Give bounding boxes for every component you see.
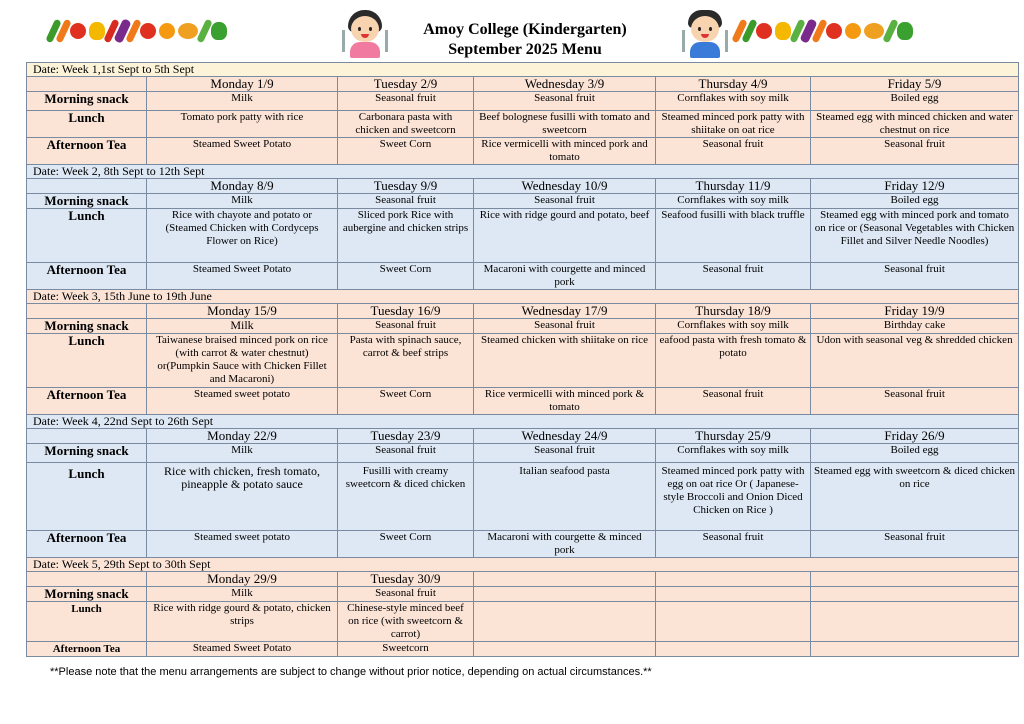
menu-cell: Boiled egg <box>811 92 1019 111</box>
tomato-icon <box>826 23 842 39</box>
morning-snack-row <box>27 444 1019 463</box>
menu-cell: Milk <box>147 194 338 209</box>
afternoon-tea-row <box>27 388 1019 415</box>
menu-cell: Sweet Corn <box>338 138 474 165</box>
morning-snack-row <box>27 194 1019 209</box>
row-label: Morning snack <box>27 92 147 111</box>
menu-cell: Steamed Sweet Potato <box>147 138 338 165</box>
tomato-icon <box>70 23 86 39</box>
menu-cell: Seasonal fruit <box>474 319 656 334</box>
day-header: Wednesday 10/9 <box>474 179 656 194</box>
day-header: Friday 12/9 <box>811 179 1019 194</box>
menu-cell: Steamed minced pork patty with shiitake on oat rice <box>656 111 811 138</box>
day-header: Monday 8/9 <box>147 179 338 194</box>
menu-cell: Cornflakes with soy milk <box>656 92 811 111</box>
lunch-row <box>27 463 1019 531</box>
menu-cell: Sliced pork Rice with aubergine and chicken strips <box>338 209 474 263</box>
menu-cell: Seasonal fruit <box>811 138 1019 165</box>
row-label: Afternoon Tea <box>27 642 147 657</box>
day-header: Tuesday 2/9 <box>338 77 474 92</box>
day-header: Friday 5/9 <box>811 77 1019 92</box>
row-label: Afternoon Tea <box>27 138 147 165</box>
menu-cell: Seasonal fruit <box>338 319 474 334</box>
menu-cell: Birthday cake <box>811 319 1019 334</box>
morning-snack-row <box>27 92 1019 111</box>
menu-cell: Steamed egg with minced chicken and water chestnut on rice <box>811 111 1019 138</box>
afternoon-tea-row <box>27 263 1019 290</box>
morning-snack-row <box>27 587 1019 602</box>
menu-cell: Carbonara pasta with chicken and sweetcorn <box>338 111 474 138</box>
menu-cell: Milk <box>147 319 338 334</box>
tomato-icon <box>140 23 156 39</box>
lunch-row <box>27 602 1019 642</box>
lunch-row <box>27 334 1019 388</box>
day-header: Thursday 11/9 <box>656 179 811 194</box>
menu-cell: Seasonal fruit <box>656 531 811 558</box>
lunch-row <box>27 111 1019 138</box>
menu-cell <box>474 587 656 602</box>
menu-cell: Steamed sweet potato <box>147 388 338 415</box>
day-header-row <box>27 179 1019 194</box>
week-label: Date: Week 3, 15th June to 19th June <box>27 290 1019 304</box>
menu-cell: Rice with chicken, fresh tomato, pineapple & potato sauce <box>147 463 338 531</box>
menu-cell: Udon with seasonal veg & shredded chicken <box>811 334 1019 388</box>
corner-cell <box>27 179 147 194</box>
morning-snack-row <box>27 319 1019 334</box>
menu-cell: Macaroni with courgette & minced pork <box>474 531 656 558</box>
menu-cell <box>474 642 656 657</box>
menu-cell: Fusilli with creamy sweetcorn & diced chicken <box>338 463 474 531</box>
day-header: Wednesday 3/9 <box>474 77 656 92</box>
menu-cell: Seasonal fruit <box>338 444 474 463</box>
row-label: Lunch <box>27 463 147 531</box>
menu-cell: Sweetcorn <box>338 642 474 657</box>
day-header: Wednesday 17/9 <box>474 304 656 319</box>
day-header: Wednesday 24/9 <box>474 429 656 444</box>
week-4-date-row <box>27 415 1019 429</box>
orange-icon <box>159 23 175 39</box>
menu-cell: Seasonal fruit <box>656 138 811 165</box>
menu-cell <box>811 602 1019 642</box>
menu-cell: Seasonal fruit <box>474 194 656 209</box>
menu-cell: Milk <box>147 92 338 111</box>
menu-cell: Boiled egg <box>811 444 1019 463</box>
menu-cell: Seasonal fruit <box>656 263 811 290</box>
week-label: Date: Week 2, 8th Sept to 12th Sept <box>27 165 1019 179</box>
day-header: Tuesday 16/9 <box>338 304 474 319</box>
row-label: Afternoon Tea <box>27 263 147 290</box>
menu-cell: Milk <box>147 444 338 463</box>
menu-cell: Steamed sweet potato <box>147 531 338 558</box>
row-label: Lunch <box>27 209 147 263</box>
menu-cell: Seasonal fruit <box>338 587 474 602</box>
menu-cell: eafood pasta with fresh tomato & potato <box>656 334 811 388</box>
day-header: Thursday 4/9 <box>656 77 811 92</box>
row-label: Lunch <box>27 111 147 138</box>
day-header: Monday 29/9 <box>147 572 338 587</box>
orange-icon <box>845 23 861 39</box>
week-5-date-row <box>27 558 1019 572</box>
menu-cell: Seasonal fruit <box>338 194 474 209</box>
menu-cell <box>811 642 1019 657</box>
pepper-icon <box>89 22 105 40</box>
menu-cell: Rice with chayote and potato or (Steamed Chicken with Cordyceps Flower on Rice) <box>147 209 338 263</box>
pepper-icon <box>211 22 227 40</box>
menu-cell: Seasonal fruit <box>811 531 1019 558</box>
day-header: Monday 22/9 <box>147 429 338 444</box>
menu-cell: Steamed egg with minced pork and tomato on rice or (Seasonal Vegetables with Chicken Fillet and Silver Needle Noodles) <box>811 209 1019 263</box>
row-label: Morning snack <box>27 587 147 602</box>
menu-header <box>0 0 1024 62</box>
corner-cell <box>27 429 147 444</box>
menu-cell: Boiled egg <box>811 194 1019 209</box>
row-label: Afternoon Tea <box>27 531 147 558</box>
menu-cell: Taiwanese braised minced pork on rice (with carrot & water chestnut) or(Pumpkin Sauce with Chicken Fillet and Macaroni) <box>147 334 338 388</box>
day-header: Monday 1/9 <box>147 77 338 92</box>
day-header <box>474 572 656 587</box>
menu-cell <box>474 602 656 642</box>
week-label: Date: Week 5, 29th Sept to 30th Sept <box>27 558 1019 572</box>
menu-cell: Cornflakes with soy milk <box>656 319 811 334</box>
afternoon-tea-row <box>27 138 1019 165</box>
menu-cell: Steamed minced pork patty with egg on oat rice Or ( Japanese-style Broccoli and Onion Diced Chicken on Rice ) <box>656 463 811 531</box>
corner-cell <box>27 572 147 587</box>
menu-cell: Milk <box>147 587 338 602</box>
week-label: Date: Week 1,1st Sept to 5th Sept <box>27 63 1019 77</box>
menu-cell: Chinese-style minced beef on rice (with sweetcorn & carrot) <box>338 602 474 642</box>
afternoon-tea-row <box>27 642 1019 657</box>
afternoon-tea-row <box>27 531 1019 558</box>
pepper-icon <box>775 22 791 40</box>
pumpkin-icon <box>178 23 198 39</box>
boy-mascot-icon <box>682 10 728 58</box>
menu-cell: Rice with ridge gourd and potato, beef <box>474 209 656 263</box>
menu-cell: Seasonal fruit <box>811 388 1019 415</box>
menu-cell: Seasonal fruit <box>338 92 474 111</box>
menu-cell: Tomato pork patty with rice <box>147 111 338 138</box>
menu-cell <box>811 587 1019 602</box>
row-label: Lunch <box>27 334 147 388</box>
menu-cell: Steamed egg with sweetcorn & diced chicken on rice <box>811 463 1019 531</box>
row-label: Lunch <box>27 602 147 642</box>
day-header: Thursday 18/9 <box>656 304 811 319</box>
week-2-date-row <box>27 165 1019 179</box>
pumpkin-icon <box>864 23 884 39</box>
menu-cell: Rice vermicelli with minced pork & tomato <box>474 388 656 415</box>
menu-cell: Pasta with spinach sauce, carrot & beef strips <box>338 334 474 388</box>
week-3-date-row <box>27 290 1019 304</box>
day-header: Thursday 25/9 <box>656 429 811 444</box>
menu-cell: Cornflakes with soy milk <box>656 444 811 463</box>
day-header: Friday 19/9 <box>811 304 1019 319</box>
menu-cell: Steamed Sweet Potato <box>147 642 338 657</box>
menu-cell <box>656 602 811 642</box>
school-title: Amoy College (Kindergarten) <box>423 21 627 38</box>
menu-cell: Seasonal fruit <box>811 263 1019 290</box>
menu-table <box>26 62 1019 657</box>
menu-cell: Rice vermicelli with minced pork and tomato <box>474 138 656 165</box>
left-vegetable-border <box>50 14 227 48</box>
menu-cell: Macaroni with courgette and minced pork <box>474 263 656 290</box>
day-header: Friday 26/9 <box>811 429 1019 444</box>
day-header-row <box>27 77 1019 92</box>
pepper-icon <box>897 22 913 40</box>
row-label: Morning snack <box>27 319 147 334</box>
row-label: Morning snack <box>27 444 147 463</box>
menu-title: September 2025 Menu <box>448 41 602 58</box>
week-label: Date: Week 4, 22nd Sept to 26th Sept <box>27 415 1019 429</box>
lunch-row <box>27 209 1019 263</box>
day-header-row <box>27 572 1019 587</box>
menu-cell: Steamed chicken with shiitake on rice <box>474 334 656 388</box>
row-label: Morning snack <box>27 194 147 209</box>
corner-cell <box>27 304 147 319</box>
menu-cell: Cornflakes with soy milk <box>656 194 811 209</box>
menu-cell: Sweet Corn <box>338 263 474 290</box>
tomato-icon <box>756 23 772 39</box>
day-header-row <box>27 304 1019 319</box>
row-label: Afternoon Tea <box>27 388 147 415</box>
week-1-date-row <box>27 63 1019 77</box>
footnote: **Please note that the menu arrangements are subject to change without prior notice, depending on actual circumstances.** <box>50 666 652 678</box>
corner-cell <box>27 77 147 92</box>
right-vegetable-border <box>736 14 913 48</box>
day-header: Monday 15/9 <box>147 304 338 319</box>
day-header-row <box>27 429 1019 444</box>
menu-cell: Seafood fusilli with black truffle <box>656 209 811 263</box>
menu-cell <box>656 587 811 602</box>
menu-cell: Seasonal fruit <box>656 388 811 415</box>
menu-cell: Italian seafood pasta <box>474 463 656 531</box>
menu-cell: Sweet Corn <box>338 388 474 415</box>
menu-cell: Sweet Corn <box>338 531 474 558</box>
menu-cell: Seasonal fruit <box>474 444 656 463</box>
menu-cell: Rice with ridge gourd & potato, chicken strips <box>147 602 338 642</box>
menu-cell: Steamed Sweet Potato <box>147 263 338 290</box>
day-header <box>656 572 811 587</box>
menu-cell <box>656 642 811 657</box>
day-header: Tuesday 23/9 <box>338 429 474 444</box>
day-header: Tuesday 9/9 <box>338 179 474 194</box>
day-header: Tuesday 30/9 <box>338 572 474 587</box>
menu-cell: Beef bolognese fusilli with tomato and sweetcorn <box>474 111 656 138</box>
menu-cell: Seasonal fruit <box>474 92 656 111</box>
day-header <box>811 572 1019 587</box>
